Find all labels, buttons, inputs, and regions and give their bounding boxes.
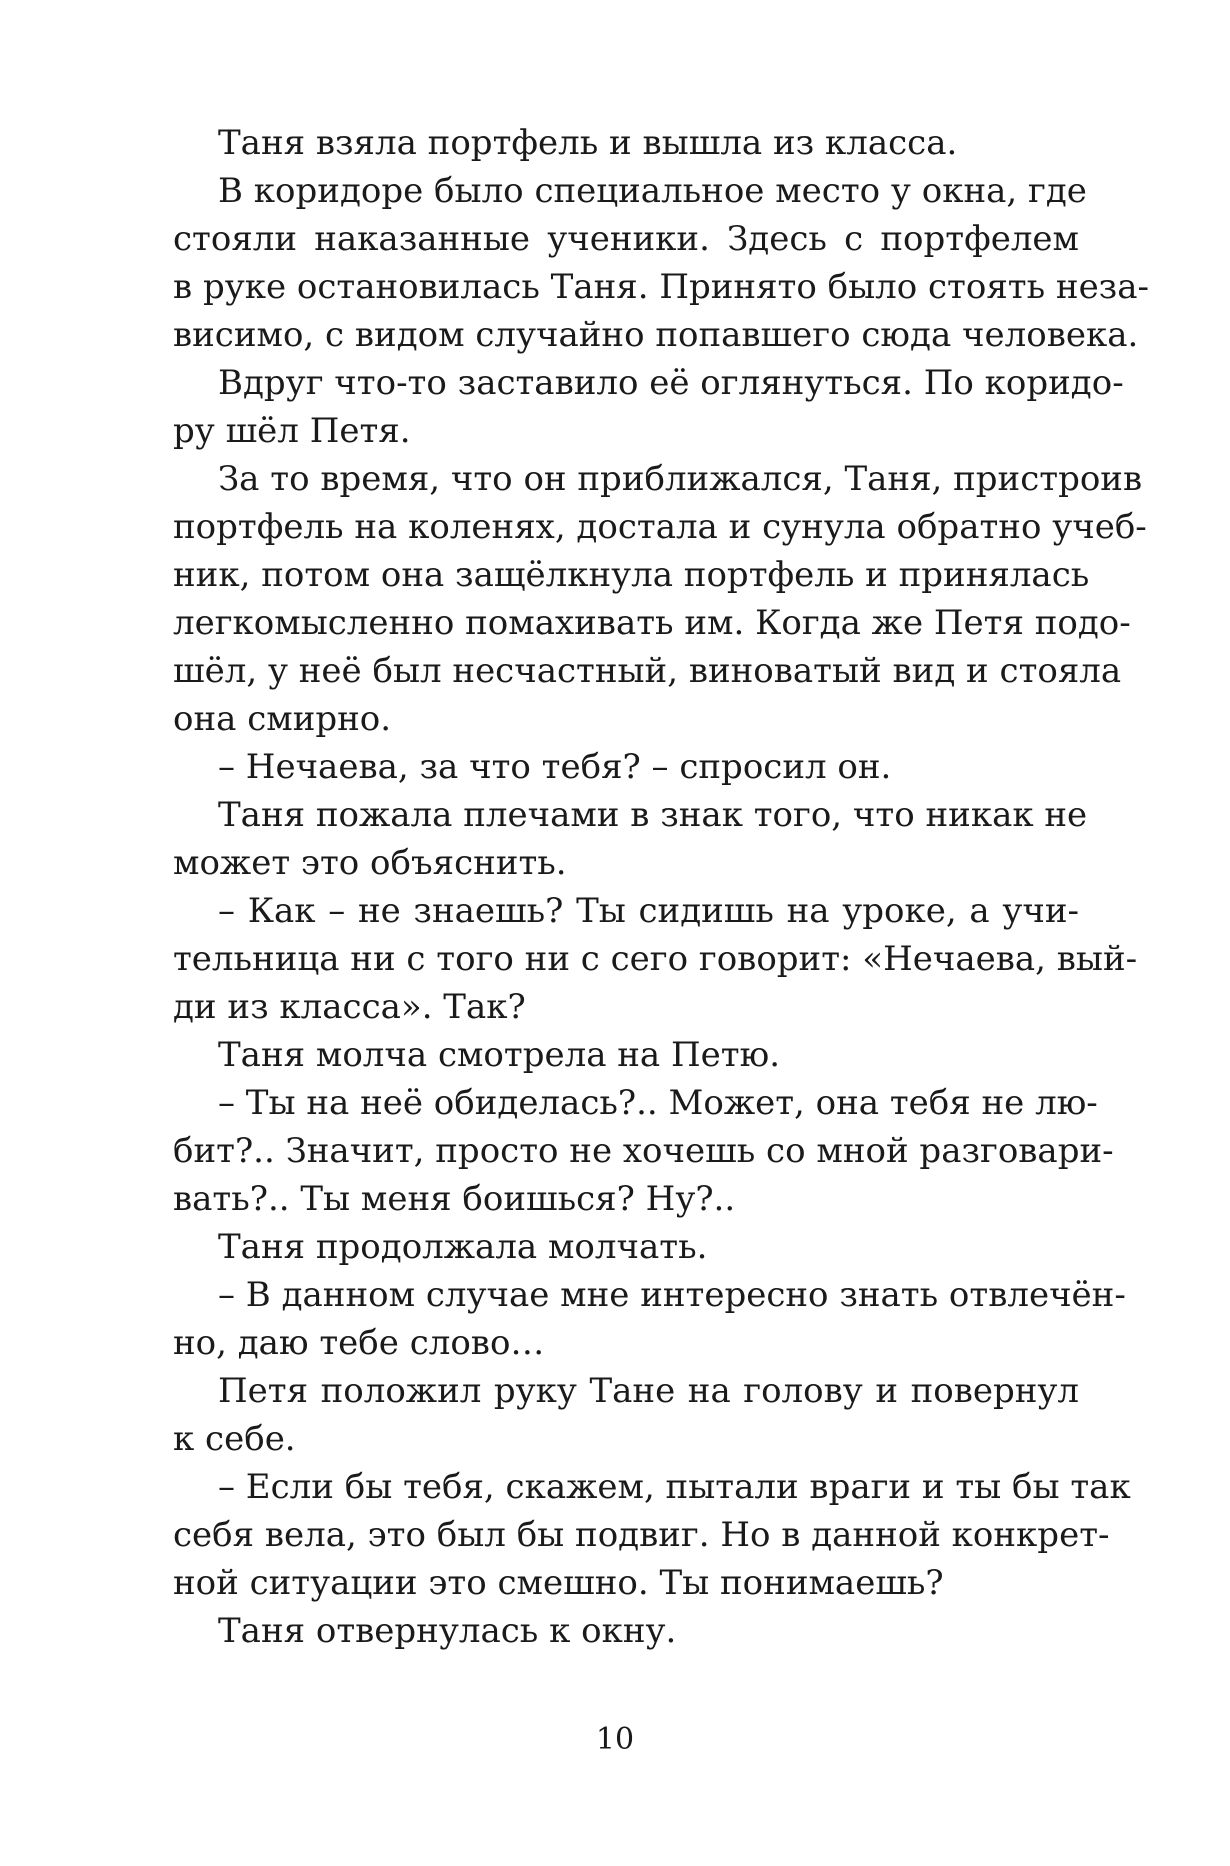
text-line: ной ситуации это смешно. Ты понимаешь? [173, 1563, 944, 1603]
text-line: В коридоре было специальное место у окна, где [218, 171, 1087, 211]
text-line: За то время, что он приближался, Таня, пристроив [218, 459, 1143, 499]
text-line: себя вела, это был бы подвиг. Но в данной конкрет- [173, 1515, 1110, 1555]
text-line: – В данном случае мне интересно знать отвлечён- [218, 1275, 1126, 1315]
text-line: может это объяснить. [173, 843, 567, 883]
text-line: Таня молча смотрела на Петю. [218, 1035, 780, 1075]
text-line: ру шёл Петя. [173, 411, 411, 451]
text-line: вать?.. Ты меня боишься? Ну?.. [173, 1179, 736, 1219]
body-text [173, 119, 1149, 1655]
text-line: тельница ни с того ни с сего говорит: «Нечаева, вый- [173, 939, 1138, 979]
text-line: бит?.. Значит, просто не хочешь со мной разговари- [173, 1131, 1114, 1171]
text-line: к себе. [173, 1419, 296, 1459]
text-line: она смирно. [173, 699, 392, 739]
text-line: Таня отвернулась к окну. [218, 1611, 677, 1651]
text-line: Таня взяла портфель и вышла из класса. [218, 123, 958, 163]
text-line: Вдруг что-то заставило её оглянуться. По коридо- [218, 363, 1124, 403]
text-line: легкомысленно помахивать им. Когда же Петя подо- [173, 603, 1131, 643]
text-line: ди из класса». Так? [173, 987, 526, 1027]
text-line: висимо, с видом случайно попавшего сюда человека. [173, 315, 1139, 355]
text-line: шёл, у неё был несчастный, виноватый вид и стояла [173, 651, 1122, 691]
page-number: 10 [595, 1722, 635, 1757]
text-line: но, даю тебе слово… [173, 1323, 545, 1363]
text-line: Таня пожала плечами в знак того, что никак не [218, 795, 1088, 835]
text-line: – Нечаева, за что тебя? – спросил он. [218, 747, 892, 787]
text-line: портфель на коленях, достала и сунула обратно учеб- [173, 507, 1147, 547]
text-line: Таня продолжала молчать. [218, 1227, 708, 1267]
text-line: в руке остановилась Таня. Принято было стоять неза- [173, 267, 1149, 307]
text-line: – Ты на неё обиделась?.. Может, она тебя не лю- [218, 1083, 1098, 1123]
text-line: – Как – не знаешь? Ты сидишь на уроке, а учи- [218, 891, 1079, 931]
text-line: ник, потом она защёлкнула портфель и принялась [173, 555, 1090, 595]
text-line: стояли наказанные ученики. Здесь с портфелем [173, 219, 1079, 259]
text-line: – Если бы тебя, скажем, пытали враги и ты бы так [218, 1467, 1131, 1507]
text-line: Петя положил руку Тане на голову и повернул [218, 1371, 1079, 1411]
